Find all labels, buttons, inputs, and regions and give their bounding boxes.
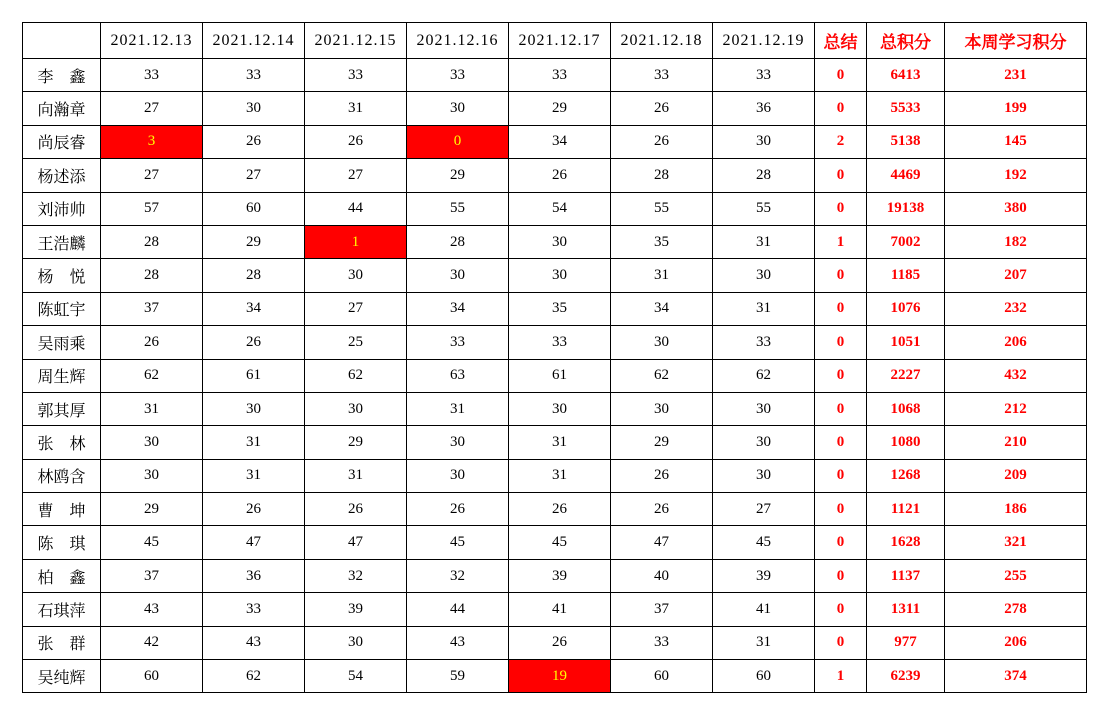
daily-score-cell[interactable]: 26 — [611, 125, 713, 158]
summary-count-cell[interactable]: 0 — [815, 292, 867, 325]
total-points-cell[interactable]: 6239 — [867, 660, 945, 693]
total-points-cell[interactable]: 7002 — [867, 225, 945, 258]
daily-score-cell[interactable]: 37 — [101, 559, 203, 592]
student-name-cell[interactable]: 杨述添 — [23, 159, 101, 192]
daily-score-cell[interactable]: 37 — [611, 593, 713, 626]
daily-score-cell[interactable]: 31 — [713, 626, 815, 659]
daily-score-cell[interactable]: 26 — [305, 125, 407, 158]
table-row — [23, 593, 1087, 626]
table-row — [23, 326, 1087, 359]
daily-score-cell[interactable]: 30 — [713, 125, 815, 158]
student-name-cell[interactable]: 石琪萍 — [23, 593, 101, 626]
daily-score-cell[interactable]: 28 — [611, 159, 713, 192]
summary-count-cell[interactable]: 2 — [815, 125, 867, 158]
corner-cell[interactable] — [23, 23, 101, 59]
table-row — [23, 259, 1087, 292]
daily-score-cell[interactable]: 60 — [713, 660, 815, 693]
student-name-cell[interactable]: 吴雨乘 — [23, 326, 101, 359]
daily-score-cell[interactable]: 47 — [203, 526, 305, 559]
daily-score-cell[interactable]: 33 — [713, 59, 815, 92]
week-points-cell[interactable]: 209 — [945, 459, 1087, 492]
table-row — [23, 392, 1087, 425]
daily-score-cell[interactable]: 30 — [509, 392, 611, 425]
daily-score-cell[interactable]: 34 — [203, 292, 305, 325]
daily-score-cell[interactable]: 62 — [203, 660, 305, 693]
total-points-cell[interactable]: 1268 — [867, 459, 945, 492]
daily-score-cell[interactable]: 28 — [101, 225, 203, 258]
daily-score-cell[interactable]: 36 — [203, 559, 305, 592]
student-name-cell[interactable]: 刘沛帅 — [23, 192, 101, 225]
daily-score-cell[interactable]: 26 — [203, 125, 305, 158]
summary-count-cell[interactable]: 1 — [815, 225, 867, 258]
table-row — [23, 125, 1087, 158]
daily-score-cell[interactable]: 33 — [101, 59, 203, 92]
student-name-cell[interactable]: 林鸥含 — [23, 459, 101, 492]
total-points-cell[interactable]: 1185 — [867, 259, 945, 292]
daily-score-cell[interactable]: 45 — [509, 526, 611, 559]
daily-score-cell[interactable]: 33 — [305, 59, 407, 92]
daily-score-cell[interactable]: 27 — [713, 493, 815, 526]
summary-count-cell[interactable]: 0 — [815, 192, 867, 225]
daily-score-cell[interactable]: 54 — [509, 192, 611, 225]
daily-score-cell[interactable]: 25 — [305, 326, 407, 359]
table-row — [23, 426, 1087, 459]
daily-score-cell[interactable]: 45 — [101, 526, 203, 559]
student-name-cell[interactable]: 陈虹宇 — [23, 292, 101, 325]
table-row — [23, 92, 1087, 125]
daily-score-cell[interactable]: 28 — [101, 259, 203, 292]
date-column-header[interactable]: 2021.12.19 — [713, 23, 815, 59]
total-points-cell[interactable]: 19138 — [867, 192, 945, 225]
daily-score-cell[interactable]: 30 — [509, 259, 611, 292]
daily-score-cell[interactable]: 27 — [305, 159, 407, 192]
table-row — [23, 559, 1087, 592]
daily-score-cell[interactable]: 40 — [611, 559, 713, 592]
daily-score-cell[interactable]: 26 — [509, 626, 611, 659]
daily-score-cell[interactable]: 33 — [509, 59, 611, 92]
daily-score-cell[interactable]: 30 — [611, 392, 713, 425]
daily-score-cell[interactable]: 29 — [203, 225, 305, 258]
date-column-header[interactable]: 2021.12.15 — [305, 23, 407, 59]
total-points-cell[interactable]: 6413 — [867, 59, 945, 92]
daily-score-cell[interactable]: 29 — [305, 426, 407, 459]
daily-score-cell[interactable]: 31 — [203, 459, 305, 492]
table-row — [23, 159, 1087, 192]
daily-score-cell[interactable]: 30 — [305, 626, 407, 659]
summary-count-cell[interactable]: 0 — [815, 593, 867, 626]
student-name-cell[interactable]: 吴纯辉 — [23, 660, 101, 693]
total-points-cell[interactable]: 1080 — [867, 426, 945, 459]
daily-score-cell[interactable]: 27 — [101, 92, 203, 125]
daily-score-cell[interactable]: 47 — [305, 526, 407, 559]
student-name-cell[interactable]: 张 林 — [23, 426, 101, 459]
week-points-cell[interactable]: 206 — [945, 626, 1087, 659]
daily-score-cell[interactable]: 30 — [407, 426, 509, 459]
daily-score-cell[interactable]: 35 — [509, 292, 611, 325]
daily-score-cell[interactable]: 33 — [407, 326, 509, 359]
total-points-cell[interactable]: 1121 — [867, 493, 945, 526]
summary-count-cell[interactable]: 0 — [815, 626, 867, 659]
summary-count-cell[interactable]: 0 — [815, 459, 867, 492]
week-points-cell[interactable]: 255 — [945, 559, 1087, 592]
daily-score-cell[interactable]: 30 — [713, 426, 815, 459]
daily-score-cell-highlighted[interactable]: 19 — [509, 660, 611, 693]
total-points-cell[interactable]: 1311 — [867, 593, 945, 626]
daily-score-cell-highlighted[interactable]: 0 — [407, 125, 509, 158]
student-name-cell[interactable]: 郭其厚 — [23, 392, 101, 425]
daily-score-cell[interactable]: 26 — [101, 326, 203, 359]
daily-score-cell[interactable]: 27 — [305, 292, 407, 325]
daily-score-cell[interactable]: 33 — [611, 626, 713, 659]
daily-score-cell[interactable]: 26 — [509, 159, 611, 192]
table-row — [23, 292, 1087, 325]
daily-score-cell[interactable]: 26 — [611, 92, 713, 125]
daily-score-cell[interactable]: 62 — [305, 359, 407, 392]
daily-score-cell[interactable]: 31 — [203, 426, 305, 459]
daily-score-cell[interactable]: 43 — [101, 593, 203, 626]
date-column-header[interactable]: 2021.12.13 — [101, 23, 203, 59]
summary-count-cell[interactable]: 0 — [815, 493, 867, 526]
total-points-cell[interactable]: 1076 — [867, 292, 945, 325]
total-points-cell[interactable]: 1051 — [867, 326, 945, 359]
week-points-cell[interactable]: 380 — [945, 192, 1087, 225]
daily-score-cell[interactable]: 62 — [611, 359, 713, 392]
summary-count-cell[interactable]: 0 — [815, 92, 867, 125]
daily-score-cell[interactable]: 60 — [203, 192, 305, 225]
daily-score-cell[interactable]: 32 — [407, 559, 509, 592]
summary-count-cell[interactable]: 0 — [815, 426, 867, 459]
daily-score-cell[interactable]: 47 — [611, 526, 713, 559]
daily-score-cell[interactable]: 30 — [713, 259, 815, 292]
week-points-cell[interactable]: 231 — [945, 59, 1087, 92]
daily-score-cell[interactable]: 32 — [305, 559, 407, 592]
daily-score-cell[interactable]: 26 — [305, 493, 407, 526]
daily-score-cell[interactable]: 26 — [407, 493, 509, 526]
week-points-cell[interactable]: 145 — [945, 125, 1087, 158]
daily-score-cell[interactable]: 28 — [203, 259, 305, 292]
table-body — [23, 59, 1087, 693]
week-points-cell[interactable]: 206 — [945, 326, 1087, 359]
daily-score-cell[interactable]: 31 — [509, 459, 611, 492]
week-points-cell[interactable]: 321 — [945, 526, 1087, 559]
daily-score-cell[interactable]: 26 — [203, 326, 305, 359]
total-points-cell[interactable]: 4469 — [867, 159, 945, 192]
date-column-header[interactable]: 2021.12.17 — [509, 23, 611, 59]
student-name-cell[interactable]: 柏 鑫 — [23, 559, 101, 592]
weekly-score-table — [22, 22, 1087, 693]
daily-score-cell[interactable]: 31 — [713, 292, 815, 325]
daily-score-cell[interactable]: 55 — [713, 192, 815, 225]
table-row — [23, 192, 1087, 225]
daily-score-cell[interactable]: 31 — [713, 225, 815, 258]
student-name-cell[interactable]: 尚辰睿 — [23, 125, 101, 158]
total-points-cell[interactable]: 5138 — [867, 125, 945, 158]
summary-count-cell[interactable]: 0 — [815, 326, 867, 359]
summary-column-header[interactable]: 本周学习积分 — [945, 23, 1087, 59]
daily-score-cell[interactable]: 34 — [407, 292, 509, 325]
student-name-cell[interactable]: 王浩麟 — [23, 225, 101, 258]
table-row — [23, 359, 1087, 392]
week-points-cell[interactable]: 192 — [945, 159, 1087, 192]
table-row — [23, 225, 1087, 258]
daily-score-cell[interactable]: 33 — [203, 593, 305, 626]
daily-score-cell[interactable]: 39 — [305, 593, 407, 626]
daily-score-cell[interactable]: 35 — [611, 225, 713, 258]
week-points-cell[interactable]: 186 — [945, 493, 1087, 526]
daily-score-cell[interactable]: 29 — [407, 159, 509, 192]
daily-score-cell[interactable]: 55 — [611, 192, 713, 225]
summary-column-header[interactable]: 总积分 — [867, 23, 945, 59]
week-points-cell[interactable]: 182 — [945, 225, 1087, 258]
daily-score-cell[interactable]: 60 — [101, 660, 203, 693]
summary-count-cell[interactable]: 0 — [815, 392, 867, 425]
daily-score-cell[interactable]: 30 — [203, 92, 305, 125]
daily-score-cell[interactable]: 62 — [101, 359, 203, 392]
daily-score-cell[interactable]: 26 — [203, 493, 305, 526]
daily-score-cell[interactable]: 57 — [101, 192, 203, 225]
summary-count-cell[interactable]: 0 — [815, 59, 867, 92]
daily-score-cell[interactable]: 31 — [101, 392, 203, 425]
total-points-cell[interactable]: 977 — [867, 626, 945, 659]
daily-score-cell[interactable]: 39 — [509, 559, 611, 592]
daily-score-cell[interactable]: 44 — [305, 192, 407, 225]
daily-score-cell[interactable]: 30 — [203, 392, 305, 425]
summary-count-cell[interactable]: 0 — [815, 359, 867, 392]
summary-count-cell[interactable]: 0 — [815, 159, 867, 192]
week-points-cell[interactable]: 210 — [945, 426, 1087, 459]
daily-score-cell[interactable]: 34 — [509, 125, 611, 158]
daily-score-cell[interactable]: 30 — [407, 259, 509, 292]
daily-score-cell[interactable]: 30 — [101, 426, 203, 459]
daily-score-cell[interactable]: 39 — [713, 559, 815, 592]
daily-score-cell[interactable]: 41 — [509, 593, 611, 626]
summary-count-cell[interactable]: 0 — [815, 526, 867, 559]
daily-score-cell[interactable]: 30 — [713, 392, 815, 425]
daily-score-cell[interactable]: 43 — [203, 626, 305, 659]
total-points-cell[interactable]: 1628 — [867, 526, 945, 559]
daily-score-cell-highlighted[interactable]: 3 — [101, 125, 203, 158]
table-header — [23, 23, 1087, 59]
daily-score-cell[interactable]: 33 — [407, 59, 509, 92]
total-points-cell[interactable]: 1137 — [867, 559, 945, 592]
daily-score-cell[interactable]: 31 — [407, 392, 509, 425]
daily-score-cell[interactable]: 43 — [407, 626, 509, 659]
daily-score-cell[interactable]: 37 — [101, 292, 203, 325]
table-row — [23, 493, 1087, 526]
student-name-cell[interactable]: 张 群 — [23, 626, 101, 659]
daily-score-cell[interactable]: 31 — [611, 259, 713, 292]
daily-score-cell[interactable]: 45 — [713, 526, 815, 559]
total-points-cell[interactable]: 5533 — [867, 92, 945, 125]
week-points-cell[interactable]: 278 — [945, 593, 1087, 626]
daily-score-cell[interactable]: 33 — [611, 59, 713, 92]
daily-score-cell[interactable]: 33 — [713, 326, 815, 359]
daily-score-cell[interactable]: 33 — [203, 59, 305, 92]
daily-score-cell[interactable]: 29 — [611, 426, 713, 459]
daily-score-cell[interactable]: 61 — [509, 359, 611, 392]
date-column-header[interactable]: 2021.12.16 — [407, 23, 509, 59]
daily-score-cell[interactable]: 30 — [101, 459, 203, 492]
daily-score-cell[interactable]: 26 — [611, 459, 713, 492]
summary-count-cell[interactable]: 0 — [815, 259, 867, 292]
date-column-header[interactable]: 2021.12.18 — [611, 23, 713, 59]
daily-score-cell[interactable]: 29 — [101, 493, 203, 526]
table-row — [23, 526, 1087, 559]
daily-score-cell[interactable]: 30 — [713, 459, 815, 492]
daily-score-cell[interactable]: 55 — [407, 192, 509, 225]
header-row — [23, 23, 1087, 59]
table-row — [23, 459, 1087, 492]
summary-column-header[interactable]: 总结 — [815, 23, 867, 59]
week-points-cell[interactable]: 432 — [945, 359, 1087, 392]
daily-score-cell[interactable]: 27 — [203, 159, 305, 192]
daily-score-cell[interactable]: 30 — [305, 392, 407, 425]
daily-score-cell[interactable]: 30 — [407, 459, 509, 492]
daily-score-cell[interactable]: 30 — [509, 225, 611, 258]
week-points-cell[interactable]: 207 — [945, 259, 1087, 292]
week-points-cell[interactable]: 232 — [945, 292, 1087, 325]
daily-score-cell[interactable]: 27 — [101, 159, 203, 192]
daily-score-cell[interactable]: 41 — [713, 593, 815, 626]
total-points-cell[interactable]: 2227 — [867, 359, 945, 392]
student-name-cell[interactable]: 向瀚章 — [23, 92, 101, 125]
daily-score-cell[interactable]: 26 — [509, 493, 611, 526]
daily-score-cell[interactable]: 30 — [305, 259, 407, 292]
daily-score-cell[interactable]: 45 — [407, 526, 509, 559]
daily-score-cell[interactable]: 62 — [713, 359, 815, 392]
daily-score-cell[interactable]: 42 — [101, 626, 203, 659]
student-name-cell[interactable]: 周生辉 — [23, 359, 101, 392]
daily-score-cell[interactable]: 31 — [305, 92, 407, 125]
table-row — [23, 660, 1087, 693]
daily-score-cell[interactable]: 34 — [611, 292, 713, 325]
daily-score-cell[interactable]: 28 — [407, 225, 509, 258]
summary-count-cell[interactable]: 1 — [815, 660, 867, 693]
week-points-cell[interactable]: 374 — [945, 660, 1087, 693]
daily-score-cell[interactable]: 59 — [407, 660, 509, 693]
daily-score-cell[interactable]: 60 — [611, 660, 713, 693]
daily-score-cell[interactable]: 30 — [611, 326, 713, 359]
daily-score-cell[interactable]: 36 — [713, 92, 815, 125]
daily-score-cell[interactable]: 29 — [509, 92, 611, 125]
daily-score-cell[interactable]: 28 — [713, 159, 815, 192]
total-points-cell[interactable]: 1068 — [867, 392, 945, 425]
student-name-cell[interactable]: 杨 悦 — [23, 259, 101, 292]
daily-score-cell[interactable]: 63 — [407, 359, 509, 392]
week-points-cell[interactable]: 212 — [945, 392, 1087, 425]
summary-count-cell[interactable]: 0 — [815, 559, 867, 592]
daily-score-cell[interactable]: 31 — [305, 459, 407, 492]
daily-score-cell[interactable]: 54 — [305, 660, 407, 693]
date-column-header[interactable]: 2021.12.14 — [203, 23, 305, 59]
daily-score-cell[interactable]: 44 — [407, 593, 509, 626]
daily-score-cell-highlighted[interactable]: 1 — [305, 225, 407, 258]
daily-score-cell[interactable]: 26 — [611, 493, 713, 526]
daily-score-cell[interactable]: 61 — [203, 359, 305, 392]
week-points-cell[interactable]: 199 — [945, 92, 1087, 125]
student-name-cell[interactable]: 曹 坤 — [23, 493, 101, 526]
daily-score-cell[interactable]: 33 — [509, 326, 611, 359]
student-name-cell[interactable]: 李 鑫 — [23, 59, 101, 92]
table-row — [23, 59, 1087, 92]
daily-score-cell[interactable]: 30 — [407, 92, 509, 125]
student-name-cell[interactable]: 陈 琪 — [23, 526, 101, 559]
table-row — [23, 626, 1087, 659]
daily-score-cell[interactable]: 31 — [509, 426, 611, 459]
